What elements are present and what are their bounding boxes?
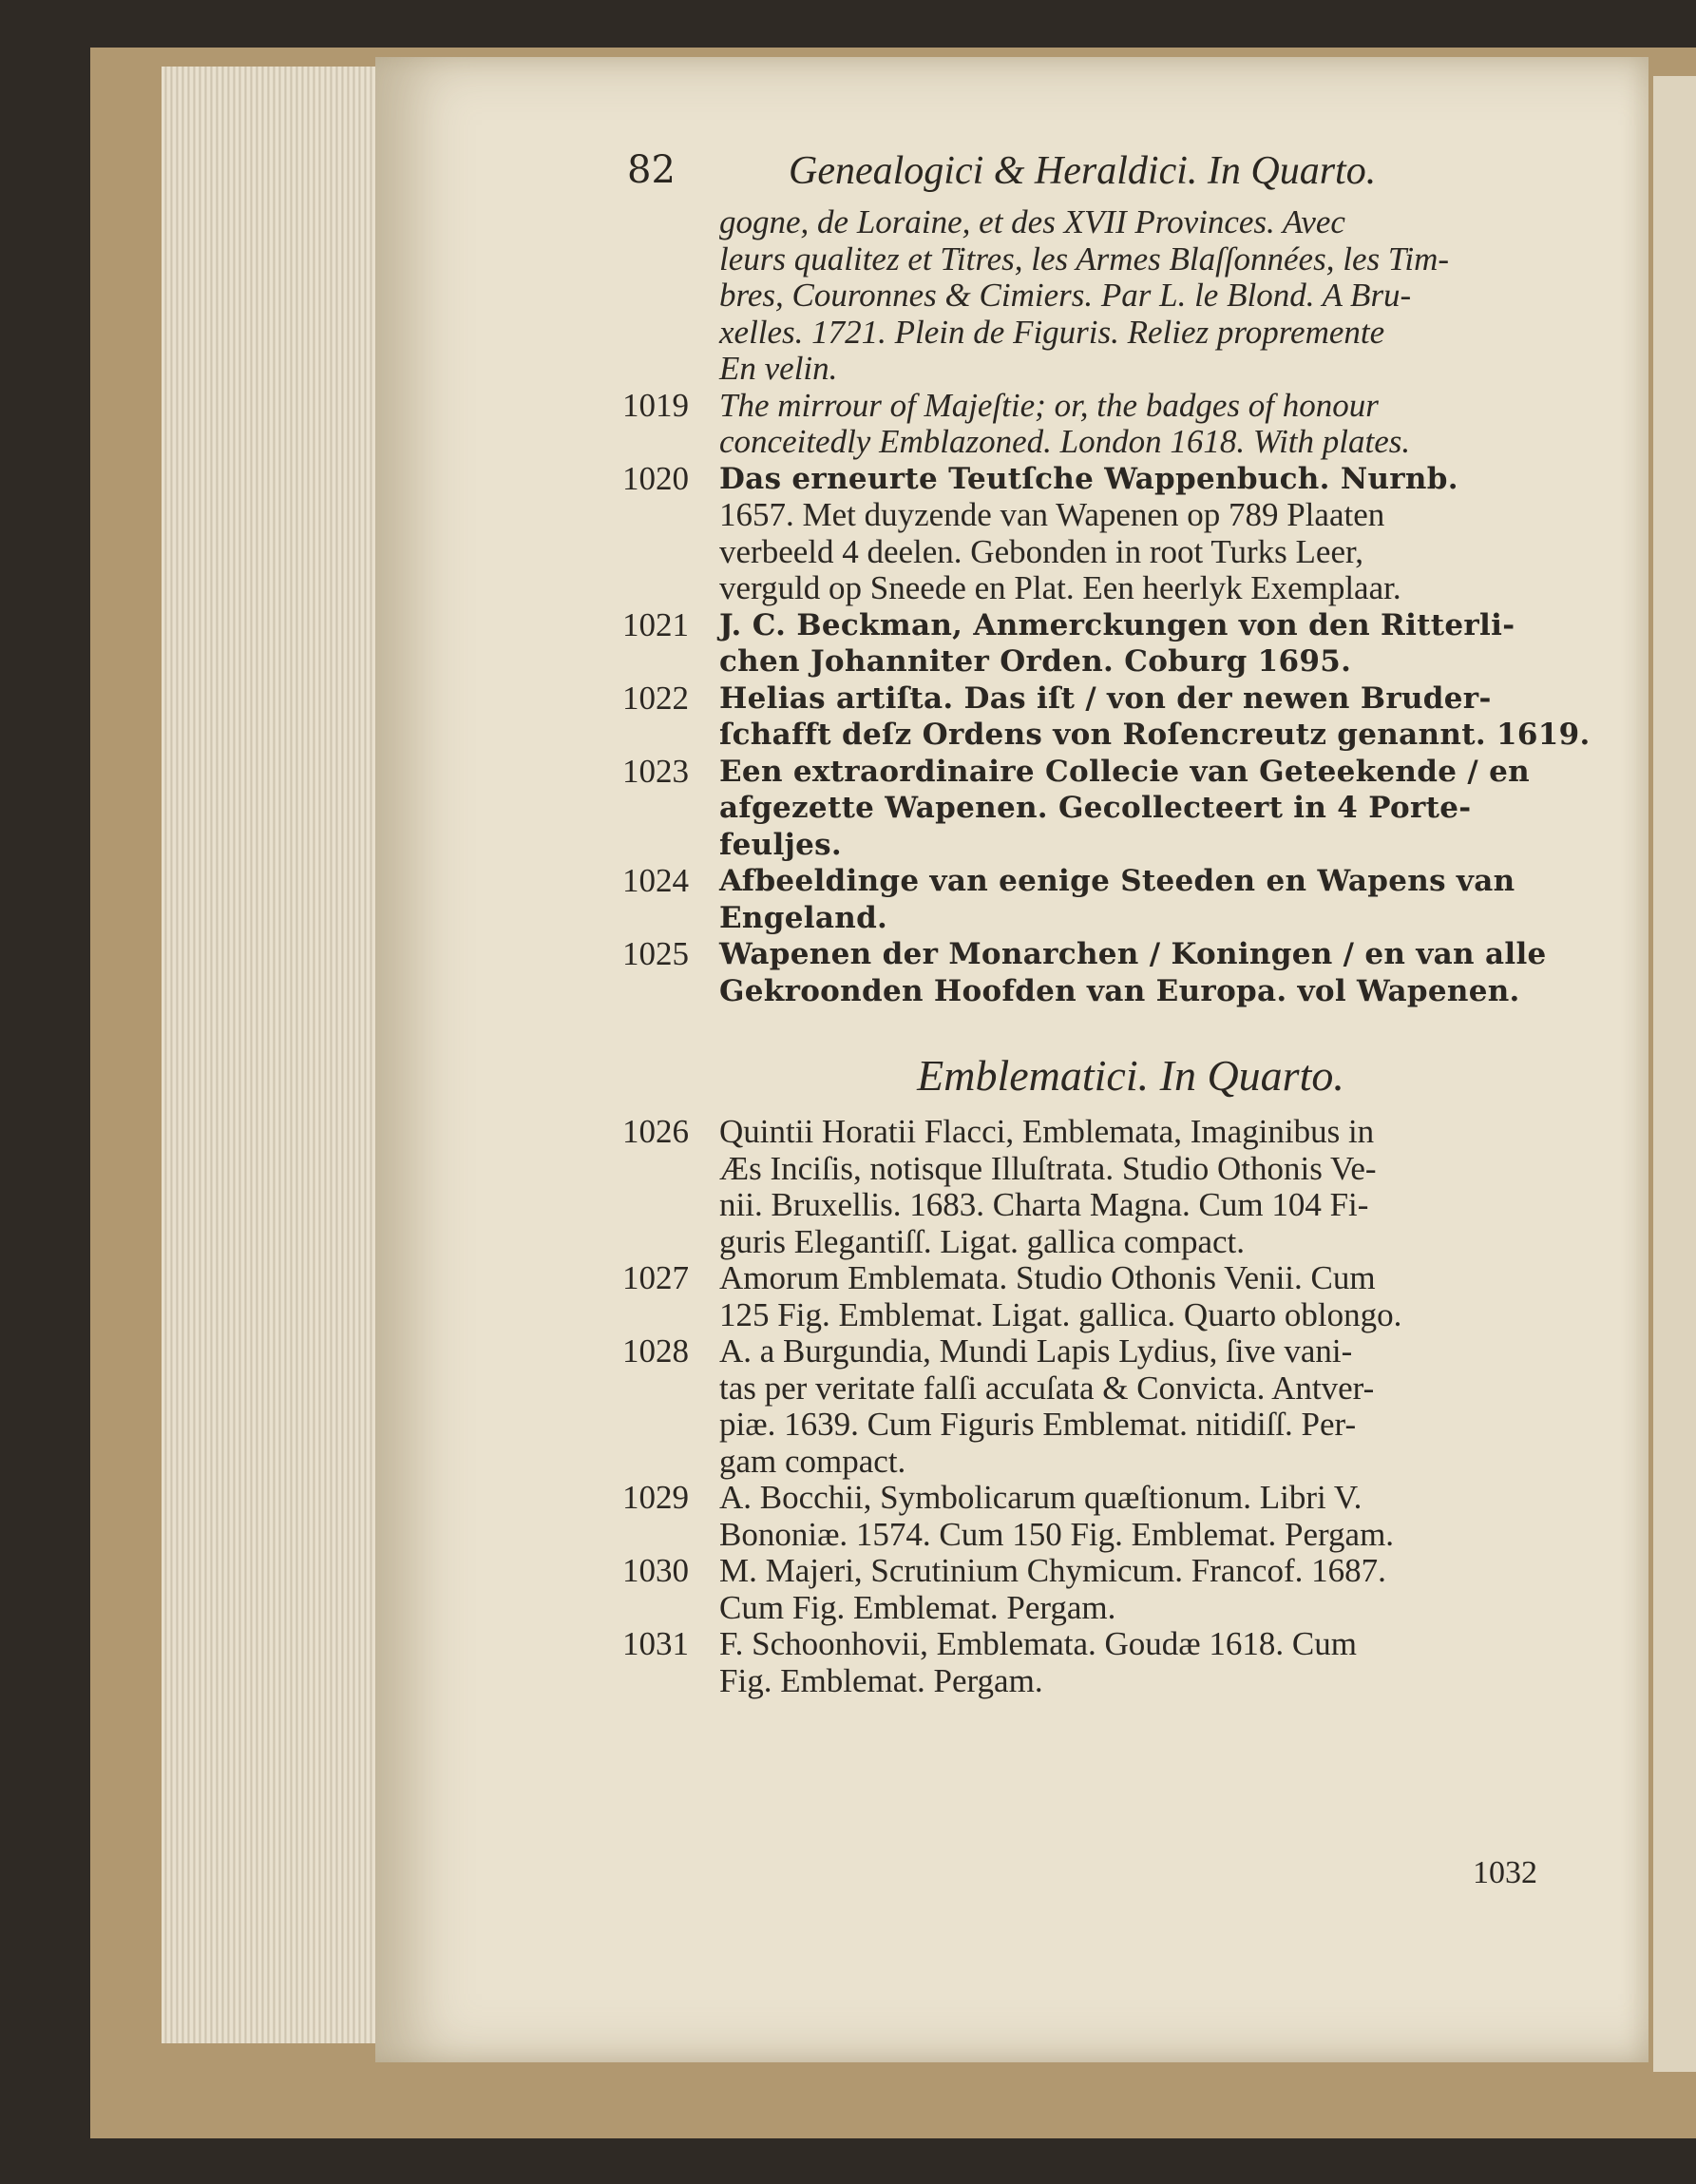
entry-text: Een extraordinaire Collecie van Geteekende / en [719, 754, 1530, 789]
entry-number: 1026 [622, 1113, 689, 1150]
entry-text: Helias artiſta. Das iſt / von der newen Bruder- [719, 680, 1492, 716]
entry-number: 1030 [622, 1552, 689, 1589]
entry-text: F. Schoonhovii, Emblemata. Goudæ 1618. Cum [719, 1625, 1357, 1662]
catalogue-line [622, 1370, 1601, 1408]
entry-number: 1031 [622, 1625, 689, 1662]
entry-text: Engeland. [719, 900, 888, 935]
catalogue-line [622, 278, 1601, 315]
entry-text: A. a Burgundia, Mundi Lapis Lydius, ſive vani- [719, 1332, 1353, 1370]
section-heading: Emblematici. In Quarto. [917, 1051, 1344, 1100]
entry-text: piæ. 1639. Cum Figuris Emblemat. nitidiſſ. Per- [719, 1406, 1357, 1443]
entry-text: feuljes. [719, 827, 842, 862]
page-number: 82 [627, 148, 676, 192]
entry-text: Das erneurte Teutſche Wappenbuch. Nurnb. [719, 461, 1458, 496]
facing-page-edge [1653, 76, 1696, 2072]
catalogue-line [622, 1480, 1601, 1517]
entry-text: gam compact. [719, 1442, 906, 1480]
entry-text: En velin. [719, 350, 838, 387]
catalogue-line [622, 863, 1601, 900]
entry-text: conceitedly Emblazoned. London 1618. With plates. [719, 423, 1411, 460]
catalogue-line [622, 461, 1601, 498]
catalogue-line [622, 1553, 1601, 1590]
entry-text: guris Elegantiſſ. Ligat. gallica compact. [719, 1222, 1246, 1260]
entry-text: nii. Bruxellis. 1683. Charta Magna. Cum 104 Fi- [719, 1186, 1369, 1223]
catalogue-line [622, 204, 1601, 241]
entry-text: afgezette Wapenen. Gecollecteert in 4 Porte- [719, 791, 1472, 825]
catalogue-line [622, 1333, 1601, 1370]
catalogue-line [622, 900, 1601, 937]
catalogue-line [622, 1517, 1601, 1554]
catchword: 1032 [1473, 1855, 1537, 1890]
catalogue-line [622, 1151, 1601, 1188]
catalogue-line [622, 754, 1601, 791]
catalogue-text [622, 204, 1601, 1699]
catalogue-line [622, 680, 1601, 718]
entry-text: A. Bocchii, Symbolicarum quæſtionum. Libri V. [719, 1479, 1363, 1516]
catalogue-line [622, 827, 1601, 864]
entry-text: leurs qualitez et Titres, les Armes Blaſſonnées, les Tim- [719, 239, 1450, 278]
entry-text: xelles. 1721. Plein de Figuris. Reliez propremente [719, 313, 1385, 351]
catalogue-line [622, 315, 1601, 352]
entry-number: 1028 [622, 1332, 689, 1370]
entry-text: bres, Couronnes & Cimiers. Par L. le Blond. A Bru- [719, 277, 1412, 314]
catalogue-line [622, 1444, 1601, 1481]
running-title: Genealogici & Heraldici. In Quarto. [789, 149, 1377, 193]
entry-number: 1019 [622, 386, 689, 424]
entry-text: Bononiæ. 1574. Cum 150 Fig. Emblemat. Pergam. [719, 1515, 1395, 1553]
entry-text: ſchafft deſz Ordens von Roſencreutz genannt. 1619. [719, 718, 1591, 752]
catalogue-line [622, 790, 1601, 827]
catalogue-line [622, 1224, 1601, 1261]
page-edges [162, 67, 380, 2043]
running-header [627, 143, 1444, 200]
entry-text: verguld op Sneede en Plat. Een heerlyk Exemplaar. [719, 569, 1401, 606]
entry-text: Wapenen der Monarchen / Koningen / en van alle [719, 937, 1547, 971]
catalogue-line [622, 241, 1601, 278]
entry-number: 1025 [622, 935, 689, 972]
catalogue-line [622, 534, 1601, 571]
entry-text: Cum Fig. Emblemat. Pergam. [719, 1588, 1116, 1626]
catalogue-line [622, 717, 1601, 754]
entry-number: 1021 [622, 605, 689, 643]
catalogue-line [622, 497, 1601, 534]
catalogue-line [622, 1590, 1601, 1627]
entry-text: Æs Inciſis, notisque Illuſtrata. Studio Othonis Ve- [719, 1149, 1377, 1187]
entry-text: Gekroonden Hoofden van Europa. vol Wapenen. [719, 973, 1520, 1008]
entry-text: M. Majeri, Scrutinium Chymicum. Francof. 1687. [719, 1552, 1386, 1589]
entry-list-genealogici [622, 204, 1601, 1009]
entry-text: 125 Fig. Emblemat. Ligat. gallica. Quarto oblongo. [719, 1295, 1402, 1333]
entry-number: 1023 [622, 752, 689, 790]
catalogue-line [622, 1626, 1601, 1663]
entry-text: The mirrour of Majeſtie; or, the badges of honour [719, 386, 1379, 424]
catalogue-line [622, 424, 1601, 461]
catalogue-line [622, 351, 1601, 388]
entry-text: tas per veritate falſi accuſata & Convicta. Antver- [719, 1369, 1375, 1407]
catalogue-line [622, 1407, 1601, 1444]
entry-text: gogne, de Loraine, et des XVII Provinces. Avec [719, 203, 1345, 240]
catalogue-line [622, 570, 1601, 607]
catalogue-line [622, 1260, 1601, 1297]
entry-number: 1020 [622, 459, 689, 497]
catalogue-line [622, 973, 1601, 1010]
catalogue-line [622, 936, 1601, 973]
catalogue-line [622, 1297, 1601, 1334]
entry-number: 1024 [622, 862, 689, 899]
catalogue-line [622, 607, 1601, 644]
entry-text: Fig. Emblemat. Pergam. [719, 1661, 1043, 1699]
catalogue-line [622, 1663, 1601, 1700]
entry-number: 1022 [622, 679, 689, 717]
catalogue-line [622, 643, 1601, 680]
entry-list-emblematici [622, 1114, 1601, 1699]
entry-text: Amorum Emblemata. Studio Othonis Venii. Cum [719, 1259, 1376, 1296]
entry-text: 1657. Met duyzende van Wapenen op 789 Plaaten [719, 496, 1385, 533]
catalogue-line [622, 1114, 1601, 1151]
entry-text: J. C. Beckman, Anmerckungen von den Ritterli- [719, 607, 1515, 642]
entry-text: chen Johanniter Orden. Coburg 1695. [719, 644, 1352, 679]
entry-text: Quintii Horatii Flacci, Emblemata, Imaginibus in [719, 1113, 1375, 1150]
entry-text: verbeeld 4 deelen. Gebonden in root Turks Leer, [719, 532, 1364, 570]
entry-number: 1027 [622, 1259, 689, 1296]
catalogue-line [622, 1187, 1601, 1224]
entry-number: 1029 [622, 1479, 689, 1516]
entry-text: Afbeeldinge van eenige Steeden en Wapens van [719, 864, 1515, 898]
catalogue-line [622, 388, 1601, 425]
